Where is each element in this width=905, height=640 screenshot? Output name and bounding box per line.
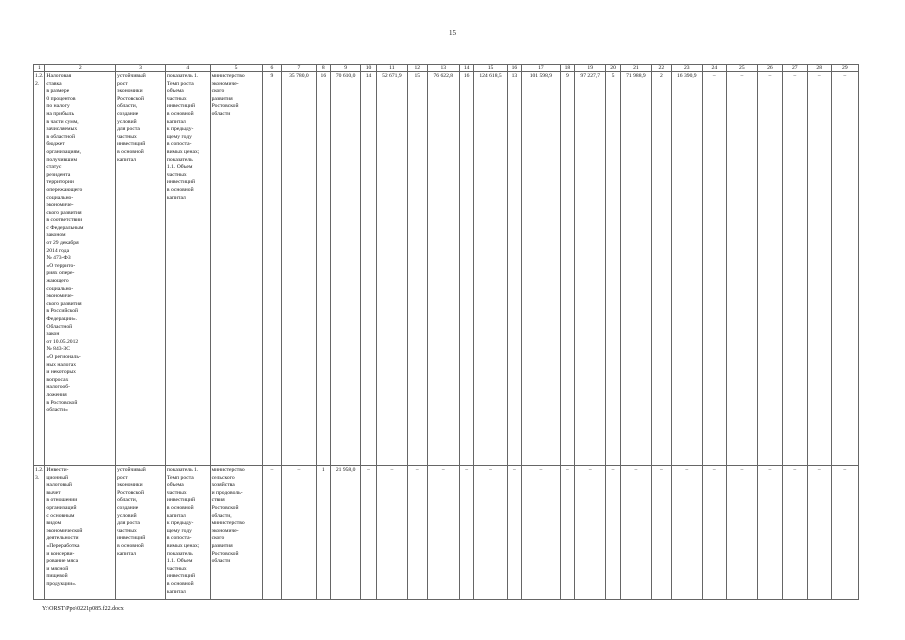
table-cell: 13 xyxy=(507,72,522,466)
table-cell: – xyxy=(702,466,726,600)
column-number-cell: 7 xyxy=(282,65,316,72)
data-table xyxy=(33,64,859,600)
table-cell: – xyxy=(361,466,377,600)
table-cell: показатель 1. Темп роста объема частных инвестиций в основной капитал к предыду- щему году в сопоста- вимых ценах; показатель 1.1. Объем частных инвестиций в основной капитал xyxy=(165,466,210,600)
table-cell: 1 xyxy=(316,466,331,600)
table-cell: 15 xyxy=(407,72,427,466)
table-cell: Налоговая ставка в размере 0 процентов по налогу на прибыль в части сумм, зачисляемых в областной бюджет организациям, получившим статус резидента территории опережающего социально- экономиче- ского развития в соответствии с Федеральным законом от 29 декабря 2014 года № 473-ФЗ «О террито- риях опере- жающего социально- экономиче- ского развития в Российской Федерации». Областной закон от 10.05.2012 № 843-ЗС «О региональ- ных налогах и некоторых вопросах налогооб- ложения в Ростовской области» xyxy=(45,72,116,466)
table-cell: 97 227,7 xyxy=(575,72,606,466)
table-cell: – xyxy=(474,466,507,600)
table-cell: 76 622,8 xyxy=(427,72,459,466)
column-number-cell: 10 xyxy=(361,65,377,72)
column-number-cell: 6 xyxy=(262,65,282,72)
column-number-cell: 8 xyxy=(316,65,331,72)
table-cell: – xyxy=(507,466,522,600)
column-number-cell: 17 xyxy=(522,65,560,72)
table-cell: – xyxy=(262,466,282,600)
table-cell: – xyxy=(807,72,831,466)
table-row xyxy=(34,72,859,466)
table-cell: – xyxy=(376,466,407,600)
column-number-cell: 20 xyxy=(606,65,621,72)
column-number-cell: 2 xyxy=(45,65,116,72)
column-number-cell: 14 xyxy=(459,65,474,72)
table-cell: – xyxy=(427,466,459,600)
table-cell: министерство экономиче- ского развития Ростовской области xyxy=(210,72,262,466)
table-cell: 16 xyxy=(459,72,474,466)
column-number-row xyxy=(34,65,859,72)
table-cell: – xyxy=(702,72,726,466)
table-cell: – xyxy=(782,72,807,466)
table-cell: 16 390,9 xyxy=(671,72,702,466)
column-number-cell: 4 xyxy=(165,65,210,72)
column-number-cell: 25 xyxy=(726,65,757,72)
table-cell: – xyxy=(831,72,858,466)
column-number-cell: 21 xyxy=(620,65,651,72)
table-cell: 14 xyxy=(361,72,377,466)
column-number-cell: 29 xyxy=(831,65,858,72)
table-cell: 1.2.3. xyxy=(34,466,45,600)
table-cell: – xyxy=(522,466,560,600)
table-cell: 9 xyxy=(262,72,282,466)
table-cell: устойчивый рост экономики Ростовской области, создание условий для роста частных инвестиций в основной капитал xyxy=(116,466,166,600)
table-cell: 35 780,0 xyxy=(282,72,316,466)
table-cell: – xyxy=(726,466,757,600)
column-number-cell: 5 xyxy=(210,65,262,72)
column-number-cell: 15 xyxy=(474,65,507,72)
table-cell: – xyxy=(407,466,427,600)
column-number-cell: 19 xyxy=(575,65,606,72)
table-cell: 5 xyxy=(606,72,621,466)
table-cell: – xyxy=(459,466,474,600)
table-cell: – xyxy=(726,72,757,466)
table-cell: – xyxy=(782,466,807,600)
page-number: 15 xyxy=(449,29,456,37)
column-number-cell: 26 xyxy=(757,65,782,72)
table-cell: 21 958,0 xyxy=(331,466,361,600)
file-path-footer: Y:\ORST\Ppo\0221p085.f22.docx xyxy=(42,606,124,612)
column-number-cell: 13 xyxy=(427,65,459,72)
table-cell: – xyxy=(831,466,858,600)
column-number-cell: 18 xyxy=(560,65,575,72)
table-cell: – xyxy=(575,466,606,600)
table-cell: – xyxy=(560,466,575,600)
column-number-cell: 11 xyxy=(376,65,407,72)
table-row xyxy=(34,466,859,600)
column-number-cell: 3 xyxy=(116,65,166,72)
table-cell: 52 671,9 xyxy=(376,72,407,466)
column-number-cell: 24 xyxy=(702,65,726,72)
table-cell: 2 xyxy=(651,72,671,466)
column-number-cell: 1 xyxy=(34,65,45,72)
table-cell: 71 988,9 xyxy=(620,72,651,466)
column-number-cell: 28 xyxy=(807,65,831,72)
column-number-cell: 22 xyxy=(651,65,671,72)
table-cell: – xyxy=(651,466,671,600)
table-cell: министерство сельского хозяйства и продоволь- ствия Ростовской области, министерство экономиче- ского развития Ростовской области xyxy=(210,466,262,600)
column-number-cell: 27 xyxy=(782,65,807,72)
table-cell: 1.2.2. xyxy=(34,72,45,466)
table-cell: устойчивый рост экономики Ростовской области, создание условий для роста частных инвестиций в основной капитал xyxy=(116,72,166,466)
table-cell: 70 610,0 xyxy=(331,72,361,466)
table-cell: – xyxy=(620,466,651,600)
column-number-cell: 9 xyxy=(331,65,361,72)
table-cell: 124 618,5 xyxy=(474,72,507,466)
table-cell: – xyxy=(282,466,316,600)
table-cell: показатель 1. Темп роста объема частных инвестиций в основной капитал к предыду- щему году в сопоста- вимых ценах; показатель 1.1. Объем частных инвестиций в основной капитал xyxy=(165,72,210,466)
table-cell: 9 xyxy=(560,72,575,466)
column-number-cell: 16 xyxy=(507,65,522,72)
table-cell: – xyxy=(757,72,782,466)
table-cell: 16 xyxy=(316,72,331,466)
table-cell: 101 598,9 xyxy=(522,72,560,466)
column-number-cell: 23 xyxy=(671,65,702,72)
table-cell: Инвести- ционный налоговый вычет в отношении организаций с основным видом экономической деятельности «Переработка и консерви- рование мяса и мясной пищевой продукции». xyxy=(45,466,116,600)
table-cell: – xyxy=(807,466,831,600)
column-number-cell: 12 xyxy=(407,65,427,72)
table-cell: – xyxy=(671,466,702,600)
table-cell: – xyxy=(757,466,782,600)
table-cell: – xyxy=(606,466,621,600)
